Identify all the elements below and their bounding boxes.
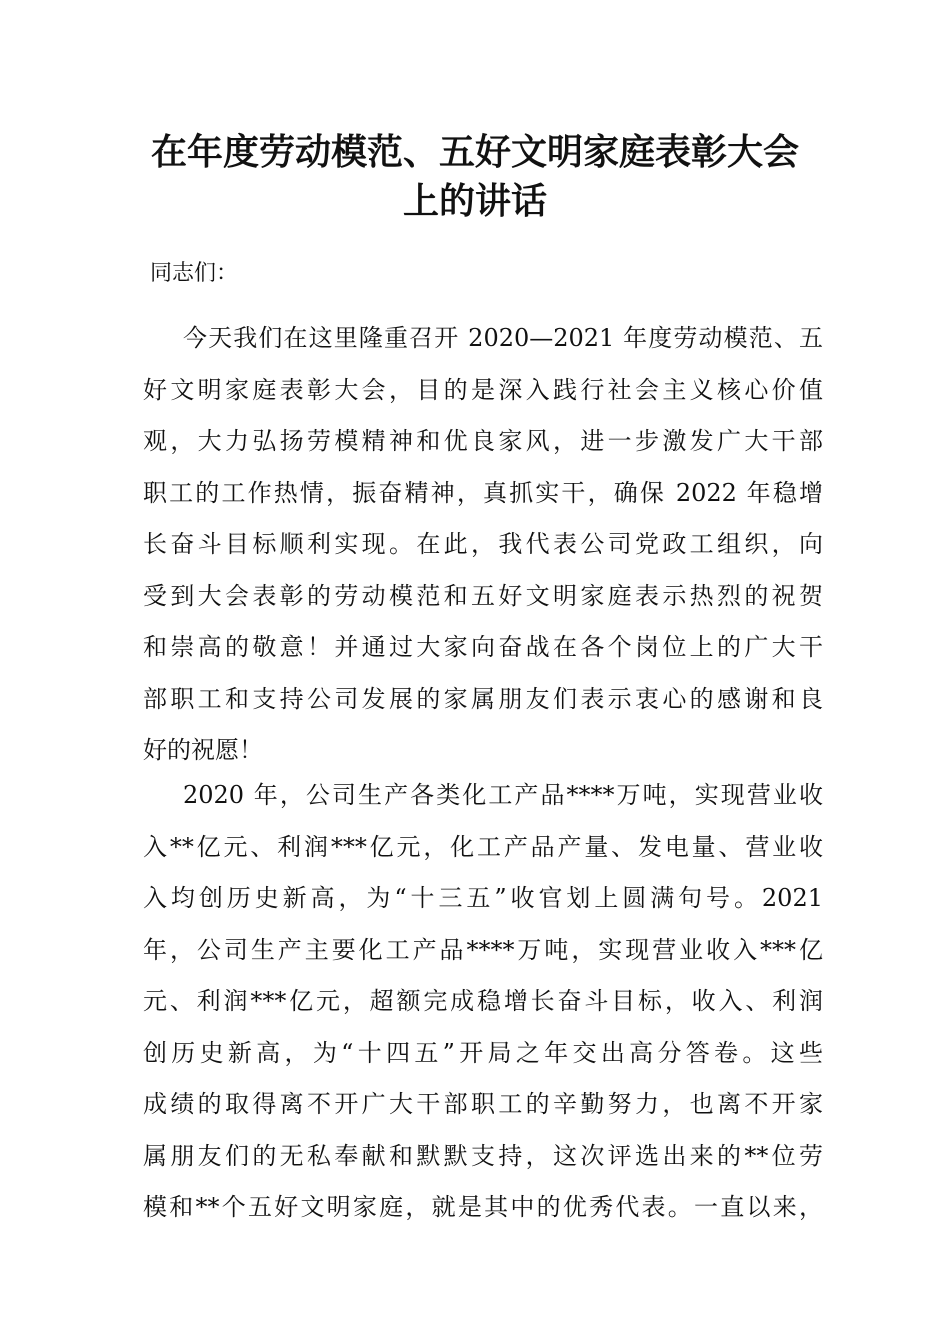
paragraph-line: 职工的工作热情，振奋精神，真抓实干，确保 2022 年稳增: [143, 478, 823, 507]
paragraph-2: [143, 770, 823, 1234]
paragraph-line: 长奋斗目标顺利实现。在此，我代表公司党政工组织，向: [143, 530, 823, 558]
paragraph-line: 好的祝愿！: [143, 736, 263, 764]
paragraph-line: 属朋友们的无私奉献和默默支持，这次评选出来的**位劳: [143, 1141, 823, 1170]
paragraph-line: 元、利润***亿元，超额完成稳增长奋斗目标，收入、利润: [143, 987, 823, 1015]
paragraph-1: [143, 313, 823, 777]
paragraph-line: 今天我们在这里隆重召开 2020—2021 年度劳动模范、五: [183, 324, 823, 352]
paragraph-line: 和崇高的敬意！并通过大家向奋战在各个岗位上的广大干: [143, 633, 823, 661]
paragraph-line: 成绩的取得离不开广大干部职工的辛勤努力，也离不开家: [143, 1090, 823, 1118]
paragraph-line: 模和**个五好文明家庭，就是其中的优秀代表。一直以来，: [143, 1193, 823, 1221]
salutation: 同志们：: [150, 261, 239, 286]
title-line-2: 上的讲话: [402, 181, 547, 222]
paragraph-line: 2020 年，公司生产各类化工产品****万吨，实现营业收: [183, 781, 823, 809]
paragraph-line: 入均创历史新高，为“十三五”收官划上圆满句号。2021: [143, 884, 823, 912]
paragraph-line: 年，公司生产主要化工产品****万吨，实现营业收入***亿: [143, 935, 823, 964]
paragraph-line: 好文明家庭表彰大会，目的是深入践行社会主义核心价值: [143, 375, 823, 404]
paragraph-line: 入**亿元、利润***亿元，化工产品产量、发电量、营业收: [143, 832, 823, 861]
paragraph-line: 观，大力弘扬劳模精神和优良家风，进一步激发广大干部: [143, 427, 823, 455]
document-title: [120, 128, 830, 226]
paragraph-line: 创历史新高，为“十四五”开局之年交出高分答卷。这些: [143, 1038, 823, 1067]
paragraph-line: 受到大会表彰的劳动模范和五好文明家庭表示热烈的祝贺: [143, 581, 823, 610]
paragraph-line: 部职工和支持公司发展的家属朋友们表示衷心的感谢和良: [143, 684, 823, 713]
title-line-1: 在年度劳动模范、五好文明家庭表彰大会: [150, 132, 799, 173]
